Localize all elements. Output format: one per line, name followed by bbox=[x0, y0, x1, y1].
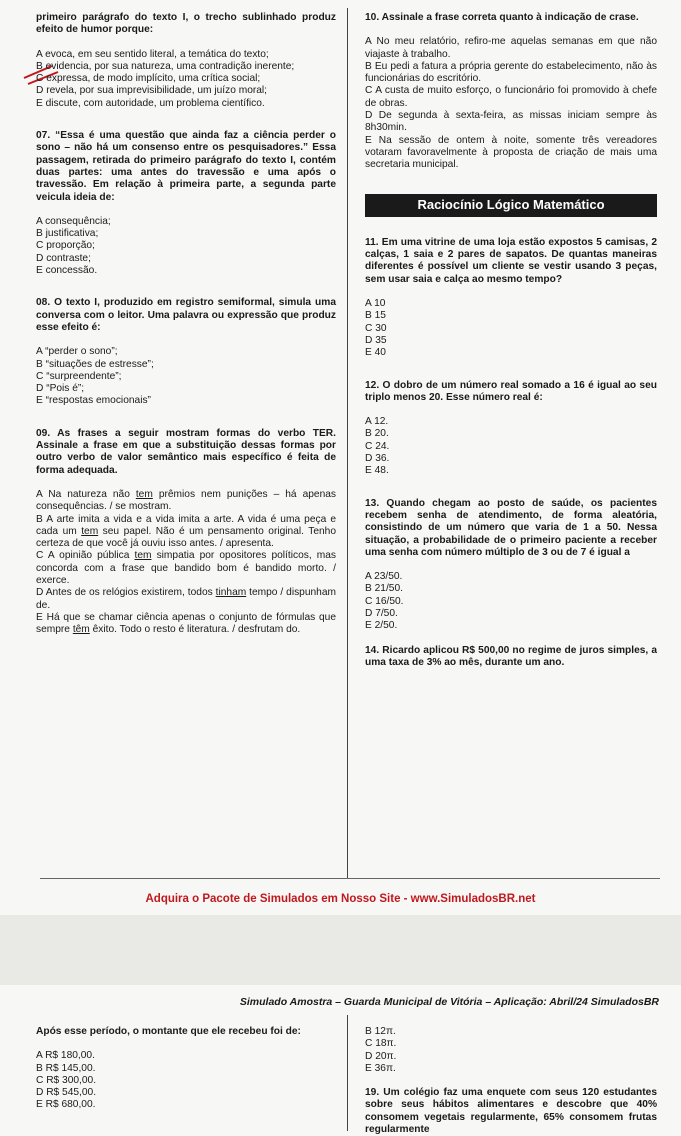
prev-option-e: E 36π. bbox=[365, 1062, 396, 1074]
q14-option-e: E R$ 680,00. bbox=[36, 1099, 96, 1111]
q09-b-underlined: tem bbox=[81, 525, 99, 537]
section-title: Raciocínio Lógico Matemático bbox=[365, 194, 657, 217]
q07-option-b: B justificativa; bbox=[36, 228, 99, 240]
question-07: 07. “Essa é uma questão que ainda faz a ciência perder o sono – não há um consenso entre os pesquisadores.” Essa passagem, retirada do primeiro parágrafo do texto I, contém duas partes: uma antes do travessão e uma após o travessão. Em relação à primeira parte, a segunda parte veicula ideia de: bbox=[36, 130, 336, 203]
left-column bbox=[36, 12, 336, 636]
q09-c-underlined: tem bbox=[134, 550, 152, 562]
q09-option-e bbox=[36, 612, 336, 637]
option-a: A evoca, em seu sentido literal, a temática do texto; bbox=[36, 48, 269, 60]
question-08: 08. O texto I, produzido em registro semiformal, simula uma conversa com o leitor. Uma palavra ou expressão que produz esse efeito é: bbox=[36, 297, 336, 333]
q13-option-b: B 21/50. bbox=[365, 583, 403, 595]
q09-b-text: B A arte imita a vida e a vida imita a arte. A vida é uma peça e cada um bbox=[36, 513, 336, 537]
question-13: 13. Quando chegam ao posto de saúde, os pacientes recebem senha de atendimento, de forma aleatória, consistindo de um número que varia de 1 a 50. Nessa situação, a probabilidade de o primeiro paciente a receber uma senha com número múltiplo de 3 ou de 7 é igual a bbox=[365, 497, 657, 558]
question-19: 19. Um colégio faz uma enquete com seus 120 estudantes sobre seus hábitos alimentares e descobre que 40% consomem vegetais regularmente, 65% consomem frutas regularmente bbox=[365, 1087, 657, 1136]
q09-e-underlined: têm bbox=[72, 624, 90, 636]
q09-e-text: E Há que se chamar ciência apenas o conjunto de fórmulas que sempre bbox=[36, 611, 336, 636]
prev-option-b: B 12π. bbox=[365, 1026, 396, 1037]
q13-option-d: D 7/50. bbox=[365, 607, 398, 619]
q13-option-c: C 16/50. bbox=[365, 595, 404, 607]
question-14-continued: Após esse período, o montante que ele recebeu foi de: bbox=[36, 1026, 301, 1037]
question-intro: primeiro parágrafo do texto I, o trecho sublinhado produz efeito de humor porque: bbox=[36, 12, 336, 36]
option-e: E discute, com autoridade, um problema científico. bbox=[36, 97, 265, 109]
q07-option-c: C proporção; bbox=[36, 240, 95, 252]
q12-option-b: B 20. bbox=[365, 428, 389, 440]
q10-option-a: A No meu relatório, refiro-me aquelas semanas em que não viajaste à trabalho. bbox=[365, 36, 657, 60]
q13-option-e: E 2/50. bbox=[365, 620, 398, 632]
q09-option-b bbox=[36, 514, 336, 551]
q14-option-a: A R$ 180,00. bbox=[36, 1050, 95, 1062]
prev-option-d: D 20π. bbox=[365, 1050, 397, 1062]
q08-option-e: E “respostas emocionais” bbox=[36, 395, 151, 407]
q07-option-a: A consequência; bbox=[36, 215, 111, 227]
q09-a-rest: prêmios nem punições – há apenas consequências. / se mostram. bbox=[36, 488, 336, 513]
option-d: D revela, por sua imprevisibilidade, um juízo moral; bbox=[36, 85, 268, 97]
option-c: C expressa, de modo implícito, uma crítica social; bbox=[36, 73, 261, 85]
advertisement-text: Adquira o Pacote de Simulados em Nosso Site - www.SimuladosBR.net bbox=[145, 893, 536, 905]
question-14: 14. Ricardo aplicou R$ 500,00 no regime de juros simples, a uma taxa de 3% ao mês, durante um ano. bbox=[365, 644, 657, 668]
prev-option-c: C 18π. bbox=[365, 1038, 397, 1050]
question-09: 09. As frases a seguir mostram formas do verbo TER. Assinale a frase em que a substituição dessas formas por outro verbo de valor semântico mais específico é feita de forma adequada. bbox=[36, 427, 336, 476]
q14-option-c: C R$ 300,00. bbox=[36, 1074, 97, 1086]
q09-d-rest: tempo / dispunham de. bbox=[36, 587, 336, 611]
q11-option-e: E 40 bbox=[365, 347, 386, 359]
q11-option-d: D 35 bbox=[365, 334, 387, 346]
q08-option-c: C “surpreendente”; bbox=[36, 370, 122, 382]
q12-option-c: C 24. bbox=[365, 440, 390, 452]
q08-option-d: D “Pois é”; bbox=[36, 383, 85, 395]
q11-option-a: A 10 bbox=[365, 298, 386, 310]
q09-a-underlined: tem bbox=[135, 488, 153, 500]
column-divider-bottom bbox=[347, 1015, 348, 1131]
q09-a-text: A Na natureza não bbox=[36, 488, 136, 500]
q11-option-b: B 15 bbox=[365, 310, 386, 322]
q13-option-a: A 23/50. bbox=[365, 571, 403, 583]
q09-option-a bbox=[36, 489, 336, 514]
q10-option-d: D De segunda à sexta-feira, as missas iniciam sempre às 8h30min. bbox=[365, 110, 657, 134]
q10-option-e: E Na sessão de ontem à noite, somente três vereadores votaram favoravelmente à proposta de criação de mais uma secretaria municipal. bbox=[365, 134, 657, 171]
q09-c-text: C A opinião pública bbox=[36, 550, 135, 562]
right-column-bottom bbox=[365, 1026, 657, 1136]
q09-c-rest: simpatia por opositores políticos, mas concorda com a frase que bandido bom é bandido morto. / exerce. bbox=[36, 550, 336, 586]
q09-e-rest: êxito. Todo o resto é literatura. / desfrutam do. bbox=[89, 624, 301, 636]
question-10: 10. Assinale a frase correta quanto à indicação de crase. bbox=[365, 12, 639, 23]
q09-d-text: D Antes de os relógios existirem, todos bbox=[36, 587, 216, 599]
question-11: 11. Em uma vitrine de uma loja estão expostos 5 camisas, 2 calças, 1 saia e 2 pares de sapatos. De quantas maneiras diferentes é possível um cliente se vestir usando 3 peças, sem usar saia e calça ao mesmo tempo? bbox=[365, 236, 657, 285]
q11-option-c: C 30 bbox=[365, 322, 387, 334]
q07-option-e: E concessão. bbox=[36, 265, 98, 277]
option-b: B evidencia, por sua natureza, uma contradição inerente; bbox=[36, 60, 295, 72]
q08-option-b: B “situações de estresse”; bbox=[36, 358, 154, 370]
q10-option-b: B Eu pedi a fatura a própria gerente do estabelecimento, não às funcionárias do escritório. bbox=[365, 60, 657, 85]
q09-d-underlined: tinham bbox=[215, 587, 247, 599]
page-header-title: Simulado Amostra – Guarda Municipal de Vitória – Aplicação: Abril/24 SimuladosBR bbox=[239, 996, 659, 1008]
q12-option-e: E 48. bbox=[365, 465, 389, 477]
q09-b-rest: seu papel. Não é um pensamento original. Tenho certeza de que você já ouviu isso antes. / apresenta. bbox=[36, 525, 337, 550]
right-column bbox=[365, 12, 657, 669]
q09-option-d bbox=[36, 587, 336, 612]
q08-option-a: A “perder o sono”; bbox=[36, 346, 118, 358]
q12-option-a: A 12. bbox=[365, 416, 389, 428]
q14-option-b: B R$ 145,00. bbox=[36, 1062, 96, 1074]
q10-option-c: C A custa de muito esforço, o funcionário foi promovido à chefe de obras. bbox=[365, 85, 657, 109]
page-break-strip bbox=[0, 915, 681, 985]
question-12: 12. O dobro de um número real somado a 16 é igual ao seu triplo menos 20. Esse número real é: bbox=[365, 379, 657, 403]
left-column-bottom bbox=[36, 1026, 336, 1112]
q14-option-d: D R$ 545,00. bbox=[36, 1087, 97, 1099]
column-divider bbox=[347, 8, 348, 878]
q09-option-c bbox=[36, 550, 336, 587]
q12-option-d: D 36. bbox=[365, 453, 390, 465]
q07-option-d: D contraste; bbox=[36, 252, 91, 264]
divider-line bbox=[40, 878, 660, 879]
